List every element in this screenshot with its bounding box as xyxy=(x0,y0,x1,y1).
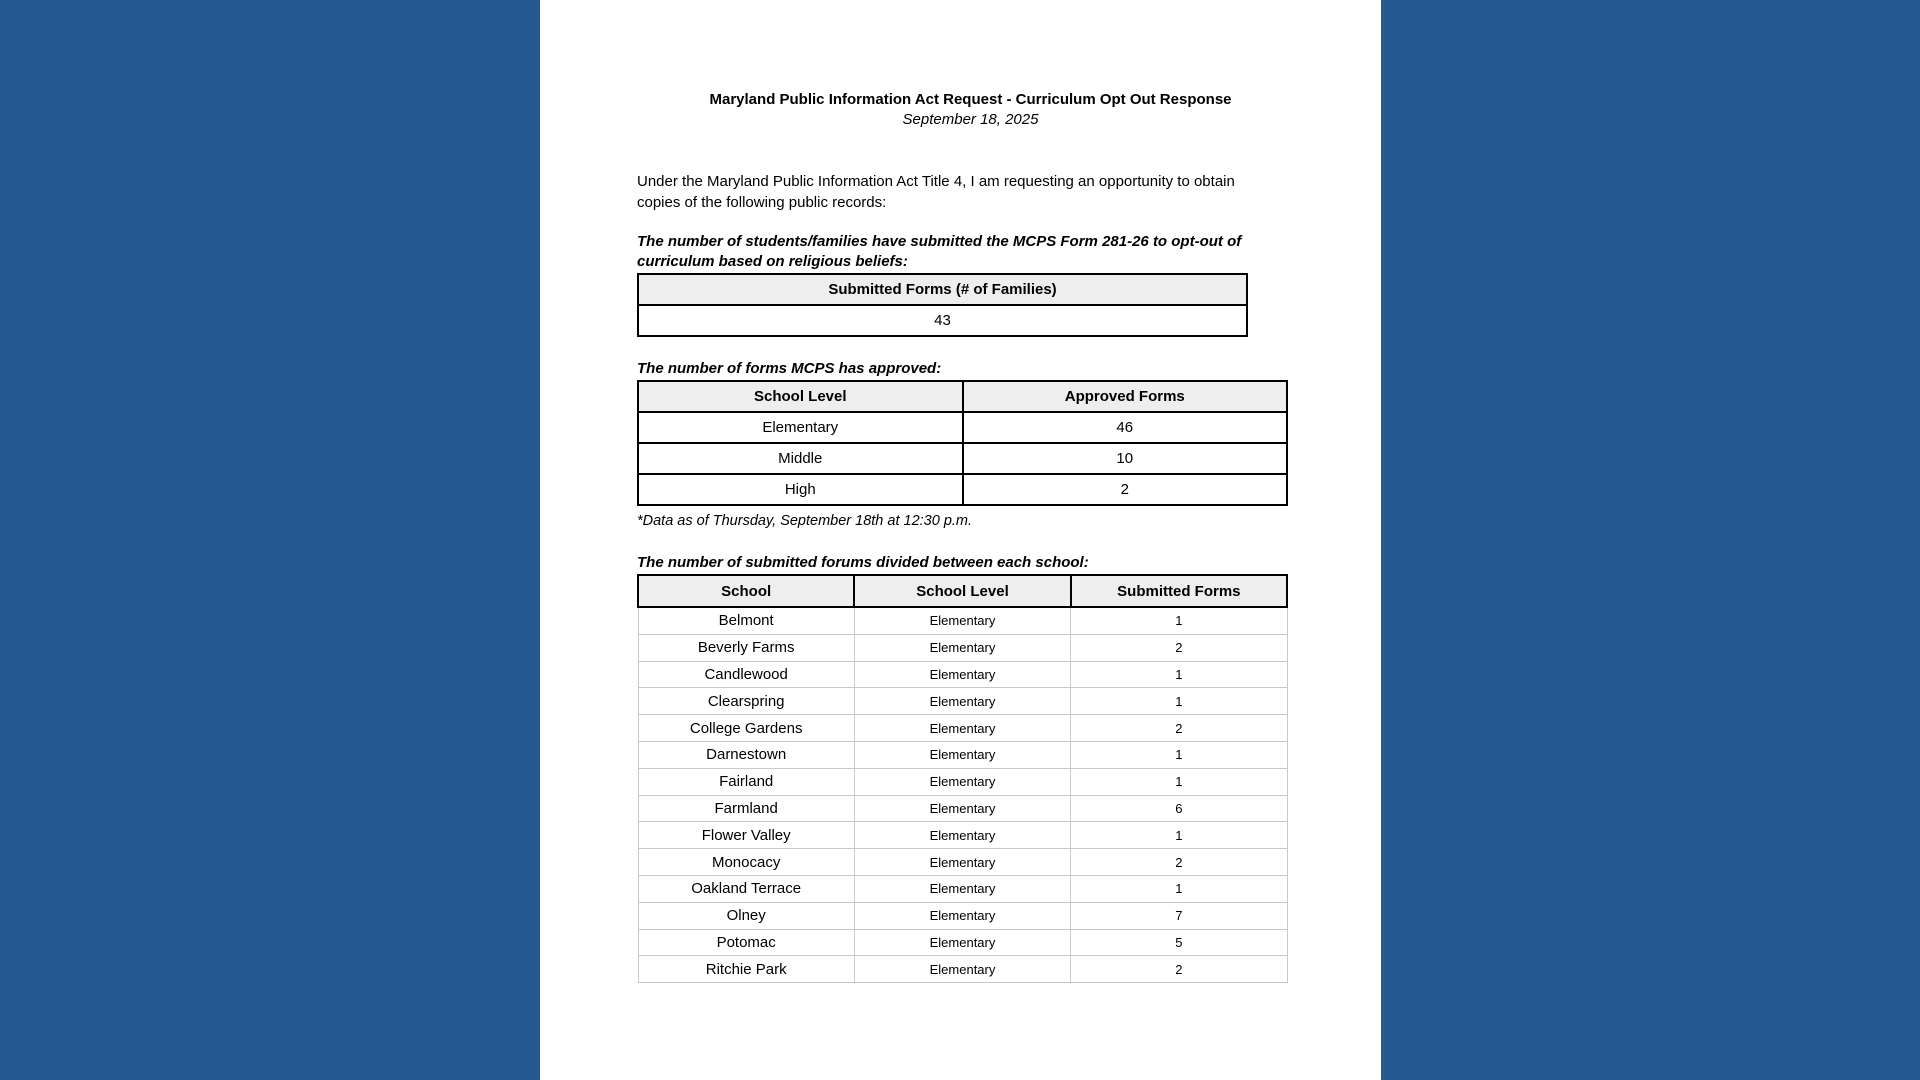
school-name-cell: Flower Valley xyxy=(638,822,854,849)
school-level-cell: Elementary xyxy=(854,849,1070,876)
school-level-cell: Elementary xyxy=(854,715,1070,742)
school-name-cell: Beverly Farms xyxy=(638,634,854,661)
section1-question: The number of students/families have submitted the MCPS Form 281-26 to opt-out of curriculum based on religious beliefs: xyxy=(637,233,1242,270)
school-level-cell: Elementary xyxy=(854,822,1070,849)
school-level-cell: Elementary xyxy=(854,661,1070,688)
school-name-cell: Belmont xyxy=(638,607,854,634)
school-level-cell: Elementary xyxy=(854,875,1070,902)
table-row xyxy=(638,902,1287,929)
school-level-cell: Elementary xyxy=(854,956,1070,983)
submitted-forms-cell: 1 xyxy=(1071,741,1287,768)
submitted-forms-cell: 2 xyxy=(1071,849,1287,876)
submitted-forms-cell: 6 xyxy=(1071,795,1287,822)
school-level-cell: Elementary xyxy=(854,607,1070,634)
school-level-cell: Elementary xyxy=(854,634,1070,661)
school-name-cell: Candlewood xyxy=(638,661,854,688)
submitted-forms-table xyxy=(637,273,1248,337)
document-title: Maryland Public Information Act Request - Curriculum Opt Out Response xyxy=(709,91,1232,108)
approved-forms-cell: 46 xyxy=(963,412,1288,443)
school-name-cell: Farmland xyxy=(638,795,854,822)
submitted-forms-cell: 1 xyxy=(1071,822,1287,849)
school-level-cell: Elementary xyxy=(854,795,1070,822)
submitted-forms-cell: 5 xyxy=(1071,929,1287,956)
column-header: School xyxy=(638,575,854,607)
submitted-forms-cell: 7 xyxy=(1071,902,1287,929)
table-row xyxy=(638,795,1287,822)
submitted-forms-cell: 2 xyxy=(1071,715,1287,742)
submitted-forms-cell: 2 xyxy=(1071,634,1287,661)
document-date: September 18, 2025 xyxy=(902,111,1039,128)
table-row xyxy=(638,741,1287,768)
school-level-cell: Middle xyxy=(638,443,963,474)
submitted-forms-cell: 1 xyxy=(1071,688,1287,715)
submitted-forms-cell: 1 xyxy=(1071,875,1287,902)
column-header: School Level xyxy=(638,381,963,412)
table-row xyxy=(638,443,1287,474)
table-row xyxy=(638,849,1287,876)
document-page xyxy=(540,0,1381,1080)
submitted-forms-header: Submitted Forms (# of Families) xyxy=(638,274,1247,305)
column-header: Approved Forms xyxy=(963,381,1288,412)
approved-forms-cell: 10 xyxy=(963,443,1288,474)
table-row xyxy=(638,688,1287,715)
school-name-cell: Olney xyxy=(638,902,854,929)
column-header: School Level xyxy=(854,575,1070,607)
table-row xyxy=(638,715,1287,742)
school-name-cell: Potomac xyxy=(638,929,854,956)
approved-forms-table xyxy=(637,380,1288,506)
table-row xyxy=(638,768,1287,795)
table-row xyxy=(638,822,1287,849)
table-row xyxy=(638,607,1287,634)
school-level-cell: Elementary xyxy=(854,902,1070,929)
section3-question: The number of submitted forums divided between each school: xyxy=(637,554,1089,571)
school-name-cell: Fairland xyxy=(638,768,854,795)
school-level-cell: Elementary xyxy=(638,412,963,443)
school-name-cell: College Gardens xyxy=(638,715,854,742)
school-level-cell: High xyxy=(638,474,963,505)
table-row xyxy=(638,875,1287,902)
section2-question: The number of forms MCPS has approved: xyxy=(637,360,942,377)
school-name-cell: Oakland Terrace xyxy=(638,875,854,902)
submitted-forms-value: 43 xyxy=(638,305,1247,336)
school-level-cell: Elementary xyxy=(854,688,1070,715)
school-name-cell: Clearspring xyxy=(638,688,854,715)
school-name-cell: Darnestown xyxy=(638,741,854,768)
approved-forms-cell: 2 xyxy=(963,474,1288,505)
submitted-forms-cell: 2 xyxy=(1071,956,1287,983)
school-level-cell: Elementary xyxy=(854,741,1070,768)
table-row xyxy=(638,661,1287,688)
table-row xyxy=(638,474,1287,505)
column-header: Submitted Forms xyxy=(1071,575,1287,607)
intro-paragraph: Under the Maryland Public Information Act Title 4, I am requesting an opportunity to obtain copies of the following public records: xyxy=(637,173,1235,211)
school-name-cell: Monocacy xyxy=(638,849,854,876)
submitted-forms-cell: 1 xyxy=(1071,768,1287,795)
school-level-cell: Elementary xyxy=(854,768,1070,795)
table-row xyxy=(638,412,1287,443)
school-breakdown-table xyxy=(637,574,1288,983)
table-row xyxy=(638,929,1287,956)
school-name-cell: Ritchie Park xyxy=(638,956,854,983)
school-level-cell: Elementary xyxy=(854,929,1070,956)
table-row xyxy=(638,634,1287,661)
submitted-forms-cell: 1 xyxy=(1071,661,1287,688)
submitted-forms-cell: 1 xyxy=(1071,607,1287,634)
table-row xyxy=(638,956,1287,983)
data-note: *Data as of Thursday, September 18th at 12:30 p.m. xyxy=(637,513,973,529)
